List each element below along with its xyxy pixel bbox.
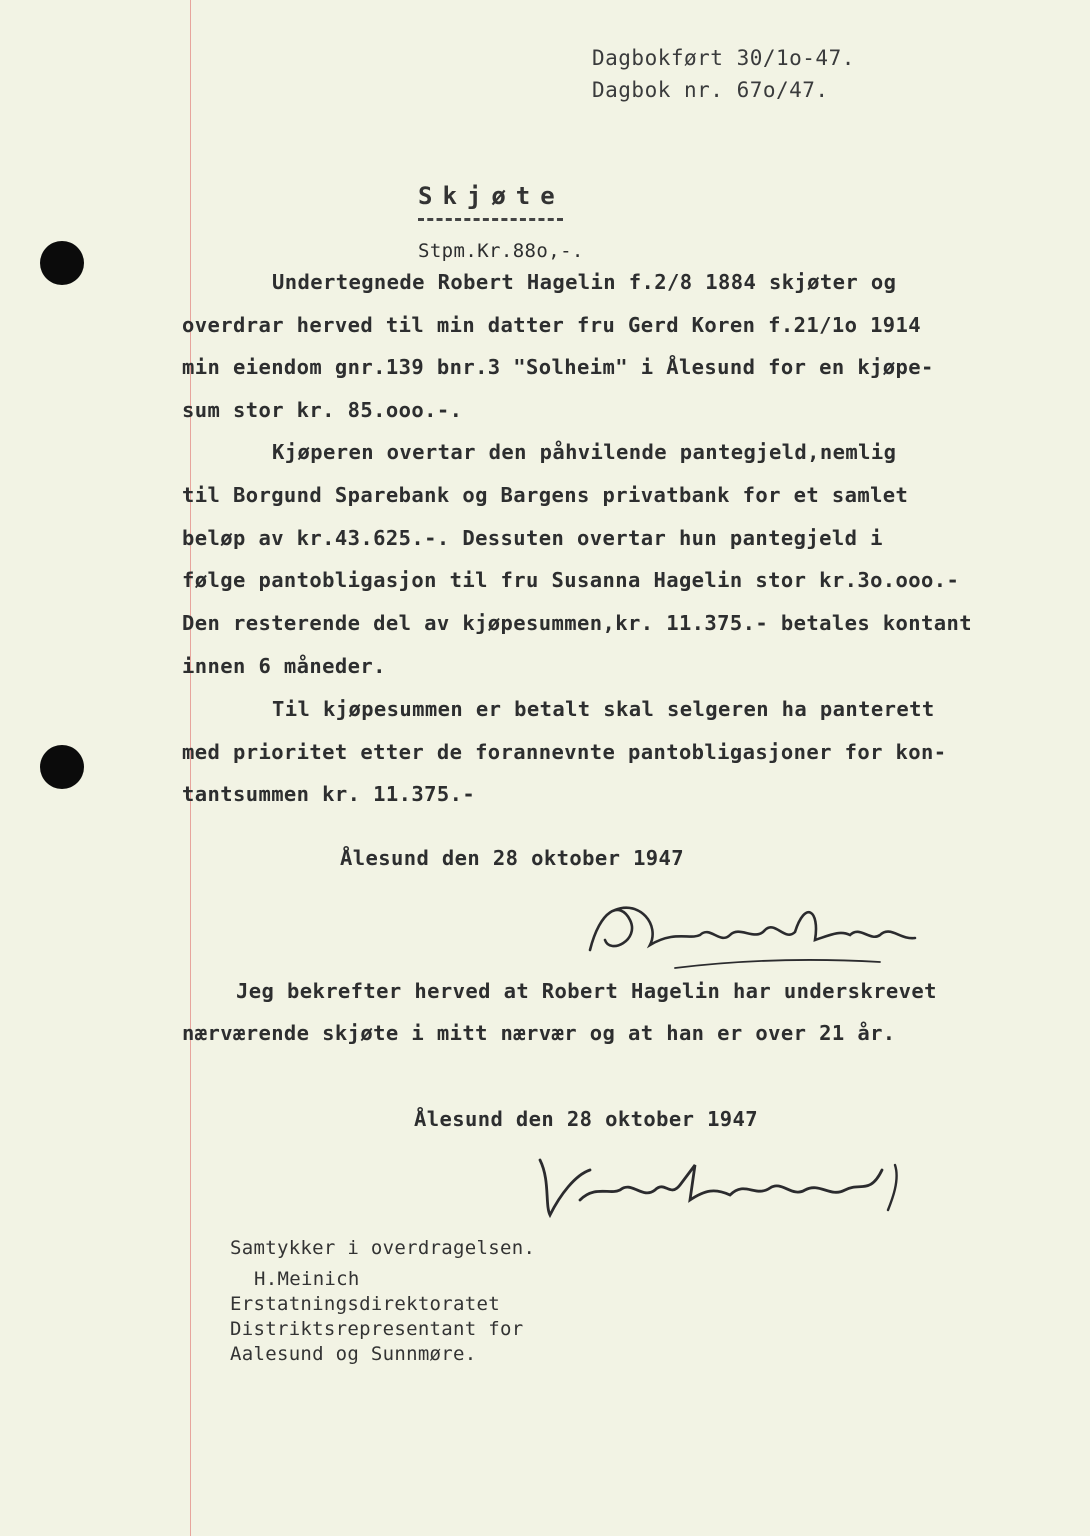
body-line-2: overdrar herved til min datter fru Gerd Koren f.21/1o 1914 xyxy=(182,313,922,337)
witness-line-1: Jeg bekrefter herved at Robert Hagelin har underskrevet xyxy=(236,979,937,1003)
body-line-12: med prioritet etter de forannevnte pantobligasjoner for kon- xyxy=(182,740,947,764)
place-date-1: Ålesund den 28 oktober 1947 xyxy=(340,846,685,870)
signature-robert-hagelin xyxy=(580,880,930,980)
stamp-duty: Stpm.Kr.88o,-. xyxy=(418,240,584,262)
signature-witness xyxy=(520,1140,920,1230)
consent-line-1: Samtykker i overdragelsen. xyxy=(230,1237,536,1259)
document-title: Skjøte xyxy=(418,182,565,210)
consent-line-5: Aalesund og Sunnmøre. xyxy=(230,1343,477,1365)
body-line-10: innen 6 måneder. xyxy=(182,654,386,678)
consent-line-4: Distriktsrepresentant for xyxy=(230,1318,524,1340)
title-underline xyxy=(418,218,563,221)
body-line-4: sum stor kr. 85.ooo.-. xyxy=(182,398,463,422)
body-line-7: beløp av kr.43.625.-. Dessuten overtar hun pantegjeld i xyxy=(182,526,883,550)
witness-line-2: nærværende skjøte i mitt nærvær og at han er over 21 år. xyxy=(182,1021,896,1045)
journal-number: Dagbok nr. 67o/47. xyxy=(592,78,829,102)
body-line-11: Til kjøpesummen er betalt skal selgeren ha panterett xyxy=(272,697,935,721)
consent-line-3: Erstatningsdirektoratet xyxy=(230,1293,500,1315)
body-line-3: min eiendom gnr.139 bnr.3 "Solheim" i Ålesund for en kjøpe- xyxy=(182,355,934,379)
body-line-6: til Borgund Sparebank og Bargens privatbank for et samlet xyxy=(182,483,909,507)
body-line-8: følge pantobligasjon til fru Susanna Hagelin stor kr.3o.ooo.- xyxy=(182,568,960,592)
body-line-5: Kjøperen overtar den påhvilende pantegjeld,nemlig xyxy=(272,440,897,464)
punch-hole-top xyxy=(40,241,84,285)
margin-rule xyxy=(190,0,191,1536)
place-date-2: Ålesund den 28 oktober 1947 xyxy=(414,1107,759,1131)
body-line-9: Den resterende del av kjøpesummen,kr. 11.375.- betales kontant xyxy=(182,611,973,635)
body-line-1: Undertegnede Robert Hagelin f.2/8 1884 skjøter og xyxy=(272,270,897,294)
punch-hole-middle xyxy=(40,745,84,789)
body-line-13: tantsummen kr. 11.375.- xyxy=(182,782,476,806)
consent-line-2: H.Meinich xyxy=(254,1268,360,1290)
registered-date: Dagbokført 30/1o-47. xyxy=(592,46,855,70)
